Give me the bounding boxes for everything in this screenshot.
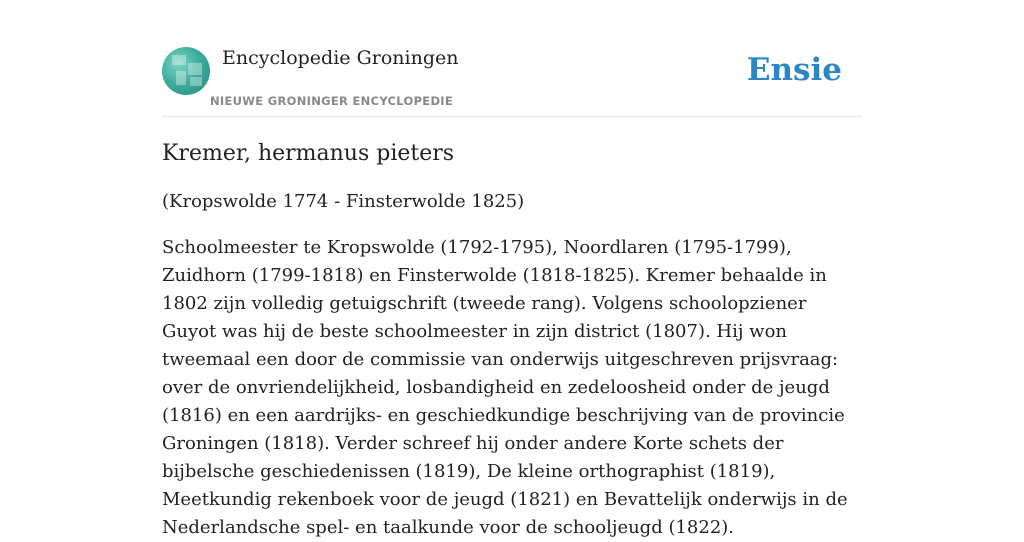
- encyclopedia-avatar[interactable]: [162, 47, 210, 95]
- article-content: [162, 138, 862, 542]
- site-subtitle: NIEUWE GRONINGER ENCYCLOPEDIE: [210, 94, 454, 108]
- site-name[interactable]: Encyclopedie Groningen: [222, 47, 459, 69]
- article-title: Kremer, hermanus pieters: [162, 141, 455, 166]
- article-body: Schoolmeester te Kropswolde (1792-1795), Noordlaren (1795-1799), Zuidhorn (1799-1818) en Finsterwolde (1818-1825). Kremer behaalde in 1802 zijn volledig getuigschrift (tweede rang). Volgens schoolopziener Guyot was hij de beste schoolmeester in zijn district (1807). Hij won tweemaal een door de commissie van onderwijs uitgeschreven prijsvraag: over de onvriendelijkheid, losbandigheid en zedeloosheid onder de jeugd (1816) en een aardrijks- en geschiedkundige beschrijving van de provincie Groningen (1818). Verder schreef hij onder andere Korte schets der bijbelsche geschiedenissen (1819), De kleine orthographist (1819), Meetkundig rekenboek voor de jeugd (1821) en Bevattelijk onderwijs in de Nederlandsche spel- en taalkunde voor de schooljeugd (1822).: [162, 237, 848, 538]
- article-dates: (Kropswolde 1774 - Finsterwolde 1825): [162, 191, 525, 212]
- site-header: [162, 46, 862, 117]
- ensie-logo-link[interactable]: Ensie: [746, 52, 842, 88]
